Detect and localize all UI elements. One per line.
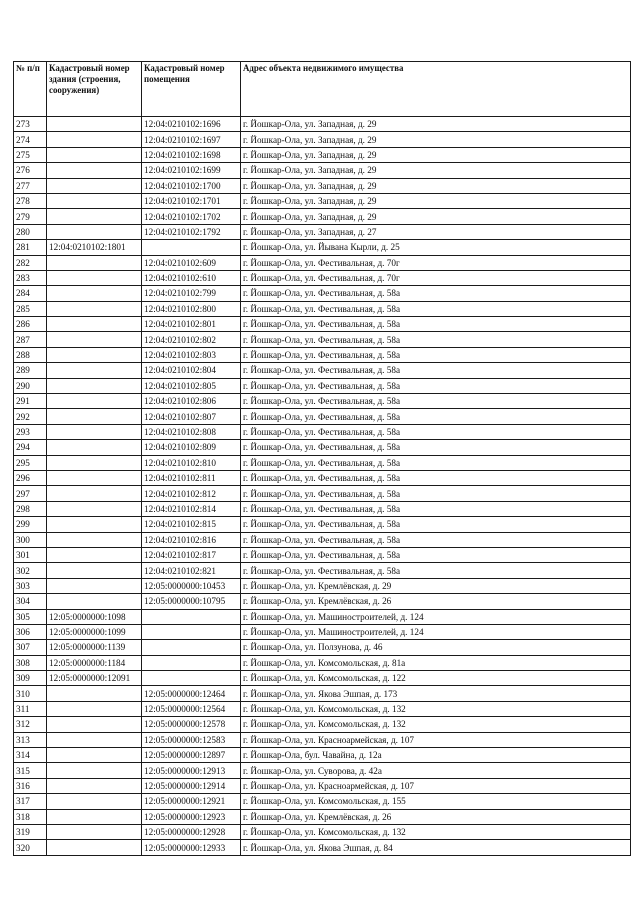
cell-premises-cadastral: 12:04:0210102:811 [142, 470, 241, 485]
cell-address: г. Йошкар-Ола, ул. Машиностроителей, д. 124 [241, 624, 631, 639]
cell-premises-cadastral: 12:04:0210102:1702 [142, 209, 241, 224]
cell-building-cadastral [47, 424, 142, 439]
table-row [14, 163, 631, 178]
cell-number: 302 [14, 563, 47, 578]
cell-premises-cadastral: 12:04:0210102:804 [142, 363, 241, 378]
cell-number: 281 [14, 240, 47, 255]
cell-number: 307 [14, 640, 47, 655]
cell-building-cadastral [47, 840, 142, 855]
cell-number: 311 [14, 701, 47, 716]
cell-number: 316 [14, 778, 47, 793]
cell-address: г. Йошкар-Ола, ул. Кремлёвская, д. 29 [241, 578, 631, 593]
cell-building-cadastral [47, 486, 142, 501]
cell-premises-cadastral: 12:04:0210102:799 [142, 286, 241, 301]
cell-address: г. Йошкар-Ола, ул. Фестивальная, д. 58а [241, 409, 631, 424]
cell-building-cadastral [47, 517, 142, 532]
cell-number: 319 [14, 824, 47, 839]
cell-premises-cadastral: 12:05:0000000:12928 [142, 824, 241, 839]
cell-premises-cadastral: 12:05:0000000:10795 [142, 594, 241, 609]
cell-address: г. Йошкар-Ола, ул. Суворова, д. 42а [241, 763, 631, 778]
cell-address: г. Йошкар-Ола, ул. Ползунова, д. 46 [241, 640, 631, 655]
table-row [14, 332, 631, 347]
cell-building-cadastral [47, 532, 142, 547]
cell-premises-cadastral [142, 624, 241, 639]
table-row [14, 224, 631, 239]
table-row [14, 470, 631, 485]
cell-address: г. Йошкар-Ола, ул. Западная, д. 29 [241, 132, 631, 147]
cell-premises-cadastral: 12:05:0000000:12464 [142, 686, 241, 701]
cell-address: г. Йошкар-Ола, ул. Фестивальная, д. 58а [241, 501, 631, 516]
cell-number: 318 [14, 809, 47, 824]
cell-building-cadastral [47, 778, 142, 793]
cell-number: 300 [14, 532, 47, 547]
cell-building-cadastral [47, 270, 142, 285]
cell-premises-cadastral: 12:04:0210102:803 [142, 347, 241, 362]
cell-number: 291 [14, 394, 47, 409]
table-row [14, 178, 631, 193]
table-row [14, 609, 631, 624]
table-row [14, 378, 631, 393]
table-row [14, 748, 631, 763]
cell-building-cadastral: 12:05:0000000:1099 [47, 624, 142, 639]
cell-premises-cadastral: 12:04:0210102:1700 [142, 178, 241, 193]
table-row [14, 117, 631, 132]
table-row [14, 686, 631, 701]
cell-address: г. Йошкар-Ола, ул. Комсомольская, д. 122 [241, 671, 631, 686]
table-row [14, 794, 631, 809]
table-row [14, 363, 631, 378]
cell-building-cadastral [47, 686, 142, 701]
cell-premises-cadastral: 12:04:0210102:1701 [142, 193, 241, 208]
cell-building-cadastral [47, 563, 142, 578]
cell-number: 298 [14, 501, 47, 516]
table-row [14, 270, 631, 285]
cell-address: г. Йошкар-Ола, ул. Фестивальная, д. 58а [241, 332, 631, 347]
table-row [14, 640, 631, 655]
cell-building-cadastral [47, 378, 142, 393]
cell-number: 309 [14, 671, 47, 686]
cell-number: 301 [14, 547, 47, 562]
table-row [14, 763, 631, 778]
cell-premises-cadastral [142, 240, 241, 255]
cell-address: г. Йошкар-Ола, ул. Западная, д. 29 [241, 193, 631, 208]
cell-address: г. Йошкар-Ола, ул. Фестивальная, д. 58а [241, 317, 631, 332]
table-row [14, 132, 631, 147]
cell-building-cadastral [47, 763, 142, 778]
cell-number: 287 [14, 332, 47, 347]
table-row [14, 517, 631, 532]
table-row [14, 240, 631, 255]
cell-building-cadastral [47, 470, 142, 485]
cell-address: г. Йошкар-Ола, ул. Красноармейская, д. 107 [241, 732, 631, 747]
cell-number: 308 [14, 655, 47, 670]
cell-building-cadastral: 12:04:0210102:1801 [47, 240, 142, 255]
table-row [14, 301, 631, 316]
cell-building-cadastral [47, 501, 142, 516]
cell-address: г. Йошкар-Ола, ул. Западная, д. 29 [241, 178, 631, 193]
cell-premises-cadastral: 12:04:0210102:812 [142, 486, 241, 501]
cell-address: г. Йошкар-Ола, ул. Фестивальная, д. 58а [241, 547, 631, 562]
cell-address: г. Йошкар-Ола, ул. Йывана Кырли, д. 25 [241, 240, 631, 255]
table-row [14, 394, 631, 409]
cell-building-cadastral [47, 147, 142, 162]
table-row [14, 840, 631, 855]
cell-building-cadastral [47, 209, 142, 224]
cell-building-cadastral [47, 455, 142, 470]
cell-number: 275 [14, 147, 47, 162]
cell-building-cadastral [47, 193, 142, 208]
cell-number: 286 [14, 317, 47, 332]
cell-number: 283 [14, 270, 47, 285]
cell-premises-cadastral: 12:05:0000000:12578 [142, 717, 241, 732]
cell-address: г. Йошкар-Ола, ул. Фестивальная, д. 58а [241, 378, 631, 393]
table-row [14, 486, 631, 501]
cell-address: г. Йошкар-Ола, ул. Фестивальная, д. 58а [241, 440, 631, 455]
cell-number: 299 [14, 517, 47, 532]
header-building-cadastral: Кадастровый номер здания (строения, сооружения) [47, 62, 142, 117]
cell-address: г. Йошкар-Ола, ул. Фестивальная, д. 58а [241, 286, 631, 301]
table-row [14, 778, 631, 793]
table-body [14, 117, 631, 856]
cell-premises-cadastral: 12:04:0210102:814 [142, 501, 241, 516]
cell-building-cadastral [47, 347, 142, 362]
cell-building-cadastral [47, 578, 142, 593]
cell-number: 294 [14, 440, 47, 455]
table-row [14, 409, 631, 424]
table-row [14, 347, 631, 362]
cell-building-cadastral: 12:05:0000000:12091 [47, 671, 142, 686]
table-row [14, 255, 631, 270]
cell-number: 295 [14, 455, 47, 470]
table-row [14, 193, 631, 208]
cell-building-cadastral [47, 732, 142, 747]
table-row [14, 732, 631, 747]
table-row [14, 532, 631, 547]
cell-number: 303 [14, 578, 47, 593]
cell-number: 320 [14, 840, 47, 855]
cell-address: г. Йошкар-Ола, ул. Комсомольская, д. 132 [241, 717, 631, 732]
cell-number: 292 [14, 409, 47, 424]
table-row [14, 655, 631, 670]
cell-premises-cadastral: 12:04:0210102:609 [142, 255, 241, 270]
cell-address: г. Йошкар-Ола, ул. Кремлёвская, д. 26 [241, 809, 631, 824]
cell-number: 314 [14, 748, 47, 763]
cell-premises-cadastral [142, 640, 241, 655]
cell-number: 310 [14, 686, 47, 701]
cell-premises-cadastral [142, 671, 241, 686]
cell-address: г. Йошкар-Ола, ул. Западная, д. 29 [241, 209, 631, 224]
cell-number: 312 [14, 717, 47, 732]
cell-number: 284 [14, 286, 47, 301]
cell-building-cadastral [47, 824, 142, 839]
table-row [14, 717, 631, 732]
cell-premises-cadastral: 12:04:0210102:815 [142, 517, 241, 532]
cell-premises-cadastral: 12:05:0000000:12583 [142, 732, 241, 747]
cell-premises-cadastral: 12:04:0210102:1699 [142, 163, 241, 178]
cell-building-cadastral [47, 301, 142, 316]
cell-building-cadastral [47, 748, 142, 763]
cell-number: 289 [14, 363, 47, 378]
header-address: Адрес объекта недвижимого имущества [241, 62, 631, 117]
cell-number: 288 [14, 347, 47, 362]
cell-address: г. Йошкар-Ола, ул. Машиностроителей, д. 124 [241, 609, 631, 624]
cell-number: 290 [14, 378, 47, 393]
table-row [14, 440, 631, 455]
cell-building-cadastral [47, 547, 142, 562]
cell-address: г. Йошкар-Ола, ул. Фестивальная, д. 58а [241, 517, 631, 532]
cell-address: г. Йошкар-Ола, бул. Чавайна, д. 12а [241, 748, 631, 763]
table-row [14, 578, 631, 593]
cell-address: г. Йошкар-Ола, ул. Западная, д. 29 [241, 163, 631, 178]
cell-number: 274 [14, 132, 47, 147]
cell-number: 305 [14, 609, 47, 624]
cell-address: г. Йошкар-Ола, ул. Комсомольская, д. 132 [241, 824, 631, 839]
cell-premises-cadastral: 12:04:0210102:1696 [142, 117, 241, 132]
table-row [14, 209, 631, 224]
cell-building-cadastral [47, 394, 142, 409]
cell-address: г. Йошкар-Ола, ул. Фестивальная, д. 58а [241, 470, 631, 485]
cell-premises-cadastral: 12:05:0000000:12933 [142, 840, 241, 855]
cell-number: 317 [14, 794, 47, 809]
cell-premises-cadastral: 12:05:0000000:12914 [142, 778, 241, 793]
cell-address: г. Йошкар-Ола, ул. Фестивальная, д. 58а [241, 532, 631, 547]
cell-building-cadastral: 12:05:0000000:1139 [47, 640, 142, 655]
cell-premises-cadastral: 12:05:0000000:12923 [142, 809, 241, 824]
cell-address: г. Йошкар-Ола, ул. Фестивальная, д. 58а [241, 363, 631, 378]
table-row [14, 424, 631, 439]
cell-building-cadastral [47, 440, 142, 455]
cell-building-cadastral [47, 117, 142, 132]
cell-address: г. Йошкар-Ола, ул. Комсомольская, д. 81а [241, 655, 631, 670]
cell-building-cadastral [47, 286, 142, 301]
cell-address: г. Йошкар-Ола, ул. Комсомольская, д. 155 [241, 794, 631, 809]
table-row [14, 594, 631, 609]
cell-address: г. Йошкар-Ола, ул. Западная, д. 27 [241, 224, 631, 239]
cell-number: 293 [14, 424, 47, 439]
property-register-table [13, 61, 631, 856]
cell-premises-cadastral: 12:04:0210102:1698 [142, 147, 241, 162]
cell-building-cadastral [47, 594, 142, 609]
cell-premises-cadastral [142, 655, 241, 670]
cell-number: 313 [14, 732, 47, 747]
cell-premises-cadastral: 12:04:0210102:1697 [142, 132, 241, 147]
cell-building-cadastral [47, 132, 142, 147]
cell-building-cadastral [47, 809, 142, 824]
header-number: № п/п [14, 62, 47, 117]
cell-building-cadastral [47, 163, 142, 178]
cell-address: г. Йошкар-Ола, ул. Фестивальная, д. 58а [241, 301, 631, 316]
cell-number: 277 [14, 178, 47, 193]
cell-address: г. Йошкар-Ола, ул. Западная, д. 29 [241, 117, 631, 132]
cell-number: 282 [14, 255, 47, 270]
cell-premises-cadastral: 12:04:0210102:1792 [142, 224, 241, 239]
table-row [14, 147, 631, 162]
cell-building-cadastral [47, 224, 142, 239]
cell-address: г. Йошкар-Ола, ул. Красноармейская, д. 107 [241, 778, 631, 793]
table-row [14, 317, 631, 332]
cell-premises-cadastral: 12:04:0210102:806 [142, 394, 241, 409]
cell-number: 273 [14, 117, 47, 132]
cell-number: 297 [14, 486, 47, 501]
cell-building-cadastral: 12:05:0000000:1184 [47, 655, 142, 670]
cell-premises-cadastral: 12:05:0000000:12921 [142, 794, 241, 809]
table-row [14, 563, 631, 578]
cell-address: г. Йошкар-Ола, ул. Якова Эшпая, д. 84 [241, 840, 631, 855]
cell-number: 278 [14, 193, 47, 208]
cell-address: г. Йошкар-Ола, ул. Фестивальная, д. 58а [241, 424, 631, 439]
cell-address: г. Йошкар-Ола, ул. Фестивальная, д. 70г [241, 270, 631, 285]
cell-number: 306 [14, 624, 47, 639]
cell-number: 276 [14, 163, 47, 178]
cell-premises-cadastral: 12:05:0000000:10453 [142, 578, 241, 593]
cell-premises-cadastral: 12:05:0000000:12913 [142, 763, 241, 778]
table-header-row [14, 62, 631, 117]
cell-building-cadastral [47, 178, 142, 193]
cell-premises-cadastral: 12:04:0210102:805 [142, 378, 241, 393]
cell-premises-cadastral: 12:04:0210102:817 [142, 547, 241, 562]
cell-premises-cadastral: 12:04:0210102:610 [142, 270, 241, 285]
cell-address: г. Йошкар-Ола, ул. Фестивальная, д. 58а [241, 394, 631, 409]
table-row [14, 701, 631, 716]
table-row [14, 824, 631, 839]
cell-number: 304 [14, 594, 47, 609]
cell-address: г. Йошкар-Ола, ул. Фестивальная, д. 58а [241, 563, 631, 578]
header-premises-cadastral: Кадастровый номер помещения [142, 62, 241, 117]
cell-premises-cadastral: 12:04:0210102:821 [142, 563, 241, 578]
cell-premises-cadastral: 12:04:0210102:808 [142, 424, 241, 439]
cell-address: г. Йошкар-Ола, ул. Фестивальная, д. 58а [241, 486, 631, 501]
cell-address: г. Йошкар-Ола, ул. Фестивальная, д. 58а [241, 347, 631, 362]
table-row [14, 624, 631, 639]
cell-premises-cadastral [142, 609, 241, 624]
cell-building-cadastral: 12:05:0000000:1098 [47, 609, 142, 624]
cell-premises-cadastral: 12:04:0210102:800 [142, 301, 241, 316]
cell-address: г. Йошкар-Ола, ул. Якова Эшпая, д. 173 [241, 686, 631, 701]
cell-number: 280 [14, 224, 47, 239]
table-row [14, 671, 631, 686]
cell-number: 296 [14, 470, 47, 485]
cell-building-cadastral [47, 701, 142, 716]
table-row [14, 809, 631, 824]
cell-building-cadastral [47, 363, 142, 378]
cell-building-cadastral [47, 317, 142, 332]
cell-building-cadastral [47, 717, 142, 732]
cell-building-cadastral [47, 794, 142, 809]
cell-premises-cadastral: 12:04:0210102:801 [142, 317, 241, 332]
cell-address: г. Йошкар-Ола, ул. Фестивальная, д. 58а [241, 455, 631, 470]
cell-building-cadastral [47, 332, 142, 347]
cell-premises-cadastral: 12:05:0000000:12897 [142, 748, 241, 763]
cell-number: 285 [14, 301, 47, 316]
cell-number: 315 [14, 763, 47, 778]
table-row [14, 286, 631, 301]
cell-building-cadastral [47, 409, 142, 424]
cell-address: г. Йошкар-Ола, ул. Комсомольская, д. 132 [241, 701, 631, 716]
table-row [14, 455, 631, 470]
cell-premises-cadastral: 12:04:0210102:807 [142, 409, 241, 424]
cell-number: 279 [14, 209, 47, 224]
cell-premises-cadastral: 12:04:0210102:809 [142, 440, 241, 455]
cell-address: г. Йошкар-Ола, ул. Западная, д. 29 [241, 147, 631, 162]
table-row [14, 501, 631, 516]
cell-premises-cadastral: 12:05:0000000:12564 [142, 701, 241, 716]
cell-premises-cadastral: 12:04:0210102:810 [142, 455, 241, 470]
cell-address: г. Йошкар-Ола, ул. Кремлёвская, д. 26 [241, 594, 631, 609]
table-row [14, 547, 631, 562]
cell-building-cadastral [47, 255, 142, 270]
cell-address: г. Йошкар-Ола, ул. Фестивальная, д. 70г [241, 255, 631, 270]
cell-premises-cadastral: 12:04:0210102:816 [142, 532, 241, 547]
cell-premises-cadastral: 12:04:0210102:802 [142, 332, 241, 347]
